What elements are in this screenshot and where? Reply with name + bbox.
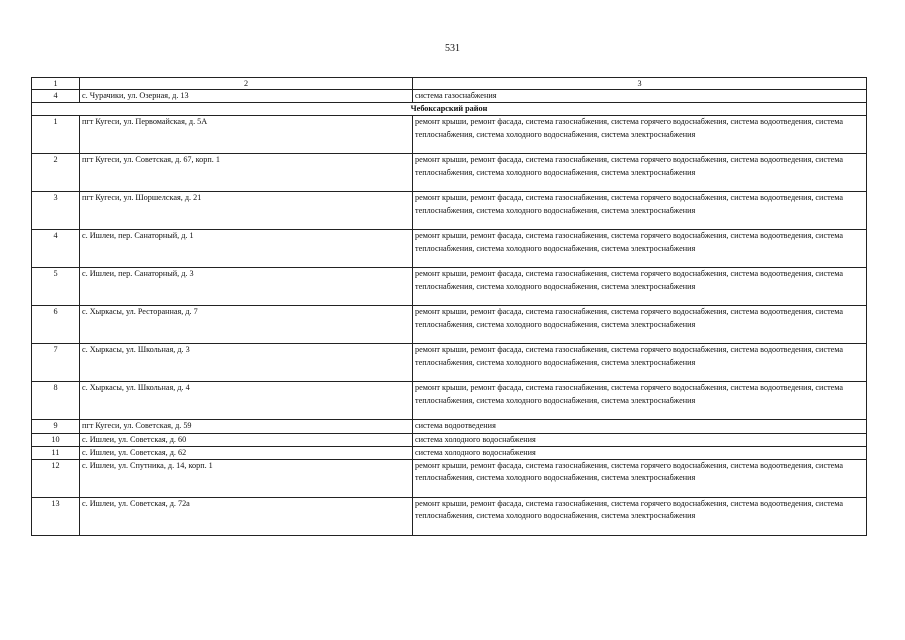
row-work-types: ремонт крыши, ремонт фасада, система газоснабжения, система горячего водоснабжения, система водоотведения, система теплоснабжения, система холодного водоснабжения, система электроснабжения xyxy=(413,192,867,230)
row-number: 6 xyxy=(32,306,80,344)
row-number: 8 xyxy=(32,382,80,420)
row-number: 7 xyxy=(32,344,80,382)
column-number-3: 3 xyxy=(413,78,867,90)
row-number: 12 xyxy=(32,460,80,498)
section-title: Чебоксарский район xyxy=(32,103,867,116)
row-number: 9 xyxy=(32,420,80,433)
section-header-row xyxy=(32,103,867,116)
table-row xyxy=(32,420,867,433)
row-work-types: ремонт крыши, ремонт фасада, система газоснабжения, система горячего водоснабжения, система водоотведения, система теплоснабжения, система холодного водоснабжения, система электроснабжения xyxy=(413,268,867,306)
row-address: с. Ишлеи, ул. Советская, д. 60 xyxy=(80,433,413,446)
table-row xyxy=(32,498,867,536)
row-address: с. Хыркасы, ул. Школьная, д. 4 xyxy=(80,382,413,420)
table-row xyxy=(32,116,867,154)
row-address: с. Ишлеи, пер. Санаторный, д. 3 xyxy=(80,268,413,306)
row-work-types: система водоотведения xyxy=(413,420,867,433)
row-number: 11 xyxy=(32,446,80,459)
row-number: 1 xyxy=(32,116,80,154)
row-number: 5 xyxy=(32,268,80,306)
column-number-1: 1 xyxy=(32,78,80,90)
row-address: с. Ишлеи, ул. Советская, д. 72а xyxy=(80,498,413,536)
row-work-types: ремонт крыши, ремонт фасада, система газоснабжения, система горячего водоснабжения, система водоотведения, система теплоснабжения, система холодного водоснабжения, система электроснабжения xyxy=(413,460,867,498)
row-address: с. Ишлеи, ул. Спутника, д. 14, корп. 1 xyxy=(80,460,413,498)
row-number: 13 xyxy=(32,498,80,536)
row-address: пгт Кугеси, ул. Советская, д. 59 xyxy=(80,420,413,433)
table-row xyxy=(32,344,867,382)
row-work-types: ремонт крыши, ремонт фасада, система газоснабжения, система горячего водоснабжения, система водоотведения, система теплоснабжения, система холодного водоснабжения, система электроснабжения xyxy=(413,382,867,420)
row-number: 3 xyxy=(32,192,80,230)
page-number: 531 xyxy=(445,43,460,54)
row-address: пгт Кугеси, ул. Шоршелская, д. 21 xyxy=(80,192,413,230)
table-row xyxy=(32,446,867,459)
row-number: 10 xyxy=(32,433,80,446)
row-number: 4 xyxy=(32,230,80,268)
row-work-types: система холодного водоснабжения xyxy=(413,446,867,459)
row-work-types: ремонт крыши, ремонт фасада, система газоснабжения, система горячего водоснабжения, система водоотведения, система теплоснабжения, система холодного водоснабжения, система электроснабжения xyxy=(413,498,867,536)
table-row xyxy=(32,460,867,498)
row-work-types: ремонт крыши, ремонт фасада, система газоснабжения, система горячего водоснабжения, система водоотведения, система теплоснабжения, система холодного водоснабжения, система электроснабжения xyxy=(413,306,867,344)
row-address: с. Чурачики, ул. Озерная, д. 13 xyxy=(80,90,413,103)
row-work-types: ремонт крыши, ремонт фасада, система газоснабжения, система горячего водоснабжения, система водоотведения, система теплоснабжения, система холодного водоснабжения, система электроснабжения xyxy=(413,344,867,382)
row-address: с. Хыркасы, ул. Школьная, д. 3 xyxy=(80,344,413,382)
row-work-types: ремонт крыши, ремонт фасада, система газоснабжения, система горячего водоснабжения, система водоотведения, система теплоснабжения, система холодного водоснабжения, система электроснабжения xyxy=(413,230,867,268)
work-register-table xyxy=(31,77,867,536)
column-numbers-row xyxy=(32,78,867,90)
row-address: с. Ишлеи, ул. Советская, д. 62 xyxy=(80,446,413,459)
row-address: пгт Кугеси, ул. Первомайская, д. 5А xyxy=(80,116,413,154)
row-work-types: система холодного водоснабжения xyxy=(413,433,867,446)
row-work-types: ремонт крыши, ремонт фасада, система газоснабжения, система горячего водоснабжения, система водоотведения, система теплоснабжения, система холодного водоснабжения, система электроснабжения xyxy=(413,116,867,154)
row-number: 2 xyxy=(32,154,80,192)
table-row xyxy=(32,306,867,344)
row-address: с. Хыркасы, ул. Ресторанная, д. 7 xyxy=(80,306,413,344)
column-number-2: 2 xyxy=(80,78,413,90)
table-row xyxy=(32,382,867,420)
row-number: 4 xyxy=(32,90,80,103)
table-row xyxy=(32,192,867,230)
table-row xyxy=(32,90,867,103)
table-row xyxy=(32,268,867,306)
table-row xyxy=(32,433,867,446)
table-row xyxy=(32,154,867,192)
row-address: пгт Кугеси, ул. Советская, д. 67, корп. 1 xyxy=(80,154,413,192)
row-address: с. Ишлеи, пер. Санаторный, д. 1 xyxy=(80,230,413,268)
table-row xyxy=(32,230,867,268)
row-work-types: ремонт крыши, ремонт фасада, система газоснабжения, система горячего водоснабжения, система водоотведения, система теплоснабжения, система холодного водоснабжения, система электроснабжения xyxy=(413,154,867,192)
row-work-types: система газоснабжения xyxy=(413,90,867,103)
